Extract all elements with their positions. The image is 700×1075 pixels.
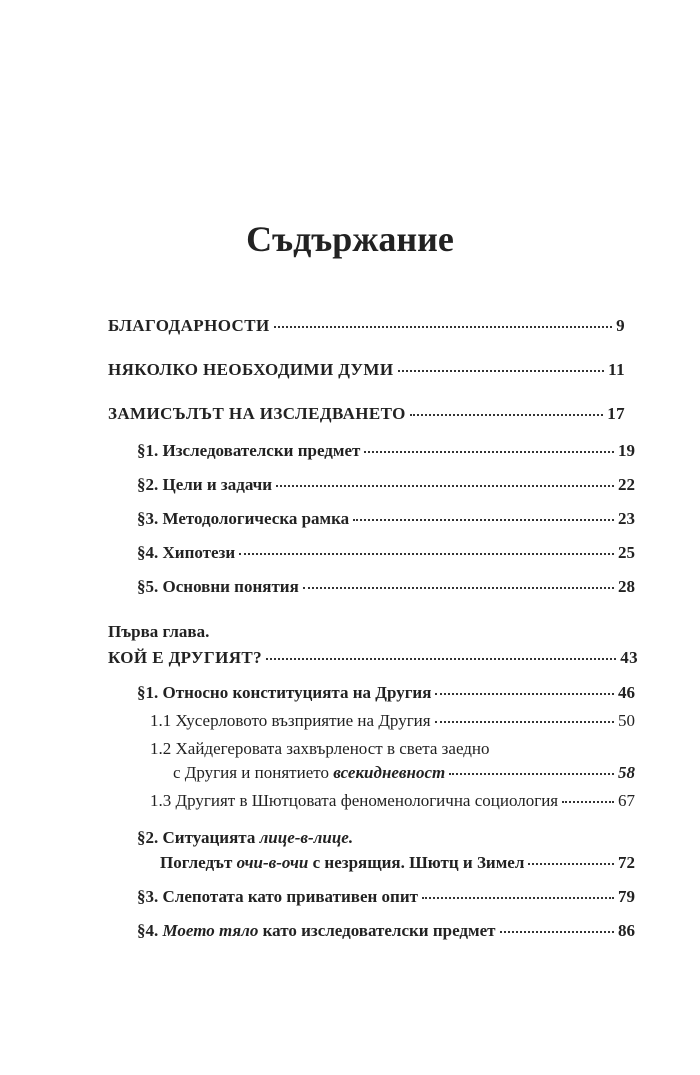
toc-page-number: 11 [608, 360, 625, 379]
label-text: с Другия и понятието [173, 763, 334, 782]
toc-entry-section[interactable] [137, 920, 635, 942]
toc-entry-label [173, 762, 445, 784]
toc-entry-label: §1. Изследователски предмет [137, 441, 361, 460]
toc-entry-label: §3. Слепотата като привативен опит [137, 887, 418, 906]
toc-page-number: 58 [618, 763, 635, 782]
page-title: Съдържание [246, 219, 454, 259]
label-italic-term: Моето тяло [162, 921, 259, 940]
label-text: §2. Ситуацията [137, 828, 260, 847]
toc-entry-research-concept[interactable] [108, 403, 625, 425]
dot-leader [239, 553, 614, 555]
toc-entry-section[interactable] [160, 852, 635, 874]
toc-entry-necessary-words[interactable] [108, 359, 625, 381]
dot-leader [303, 587, 614, 589]
toc-page-number: 28 [618, 577, 635, 596]
toc-entry-label: БЛАГОДАРНОСТИ [108, 316, 270, 335]
dot-leader [422, 897, 614, 899]
toc-entry-acknowledgements[interactable] [108, 315, 625, 337]
label-italic-term: очи-в-очи [236, 853, 309, 872]
toc-entry-label: §3. Методологическа рамка [137, 509, 350, 528]
toc-page-number: 19 [618, 441, 635, 460]
toc-page-number: 25 [618, 543, 635, 562]
dot-leader [500, 931, 615, 933]
toc-page-number: 9 [616, 316, 625, 335]
dot-leader [410, 414, 603, 416]
dot-leader [353, 519, 614, 521]
toc-entry-section[interactable] [137, 508, 635, 530]
dot-leader [435, 721, 614, 723]
dot-leader [562, 801, 614, 803]
toc-entry-subsection[interactable] [150, 790, 635, 812]
label-italic-term: лице-в-лице. [259, 828, 354, 847]
toc-entry-label: 1.1 Хусерловото възприятие на Другия [150, 711, 431, 730]
toc-page-number: 22 [618, 475, 635, 494]
label-text: като изследователски предмет [258, 921, 496, 940]
chapter-heading: Първа глава. [108, 622, 210, 641]
toc-entry-label: §5. Основни понятия [137, 577, 299, 596]
toc-entry-label [137, 920, 496, 942]
toc-page-number: 46 [618, 683, 635, 702]
toc-entry-section[interactable] [137, 542, 635, 564]
dot-leader [266, 658, 616, 660]
toc-entry-label: ЗАМИСЪЛЪТ НА ИЗСЛЕДВАНЕТО [108, 404, 406, 423]
toc-entry-label: КОЙ Е ДРУГИЯТ? [108, 648, 263, 667]
toc-page-number: 17 [607, 404, 625, 423]
toc-page-number: 23 [618, 509, 635, 528]
label-text: Погледът [160, 853, 237, 872]
dot-leader [435, 693, 614, 695]
toc-entry-label: 1.3 Другият в Шютцовата феноменологична социология [150, 791, 559, 810]
toc-entry-section[interactable] [137, 474, 635, 496]
toc-page-number: 79 [618, 887, 635, 906]
label-italic-term: всекидневност [333, 763, 446, 782]
toc-page-number: 72 [618, 853, 635, 872]
dot-leader [398, 370, 605, 372]
dot-leader [274, 326, 613, 328]
toc-entry-subsection[interactable] [150, 710, 635, 732]
toc-entry-chapter-title[interactable] [108, 647, 638, 669]
toc-entry-section[interactable] [137, 886, 635, 908]
toc-entry-label: §1. Относно конституцията на Другия [137, 683, 432, 702]
toc-entry-section[interactable] [137, 682, 635, 704]
toc-entry-section-line1 [137, 827, 353, 849]
toc-entry-label: §2. Цели и задачи [137, 475, 273, 494]
toc-entry-subsection-line1: 1.2 Хайдегеровата захвърленост в света заедно [150, 739, 490, 758]
dot-leader [449, 773, 614, 775]
toc-entry-label [160, 852, 524, 874]
toc-entry-label: НЯКОЛКО НЕОБХОДИМИ ДУМИ [108, 360, 394, 379]
label-text: §4. [137, 921, 163, 940]
toc-page-number: 67 [618, 791, 635, 810]
toc-entry-subsection[interactable] [173, 762, 635, 784]
dot-leader [276, 485, 614, 487]
toc-page-number: 43 [620, 648, 638, 667]
dot-leader [364, 451, 614, 453]
toc-page-number: 50 [618, 711, 635, 730]
toc-entry-label: §4. Хипотези [137, 543, 236, 562]
dot-leader [528, 863, 614, 865]
toc-page-number: 86 [618, 921, 635, 940]
toc-entry-section[interactable] [137, 576, 635, 598]
label-text: с незрящия. Шютц и Зимел [308, 853, 525, 872]
toc-entry-section[interactable] [137, 440, 635, 462]
